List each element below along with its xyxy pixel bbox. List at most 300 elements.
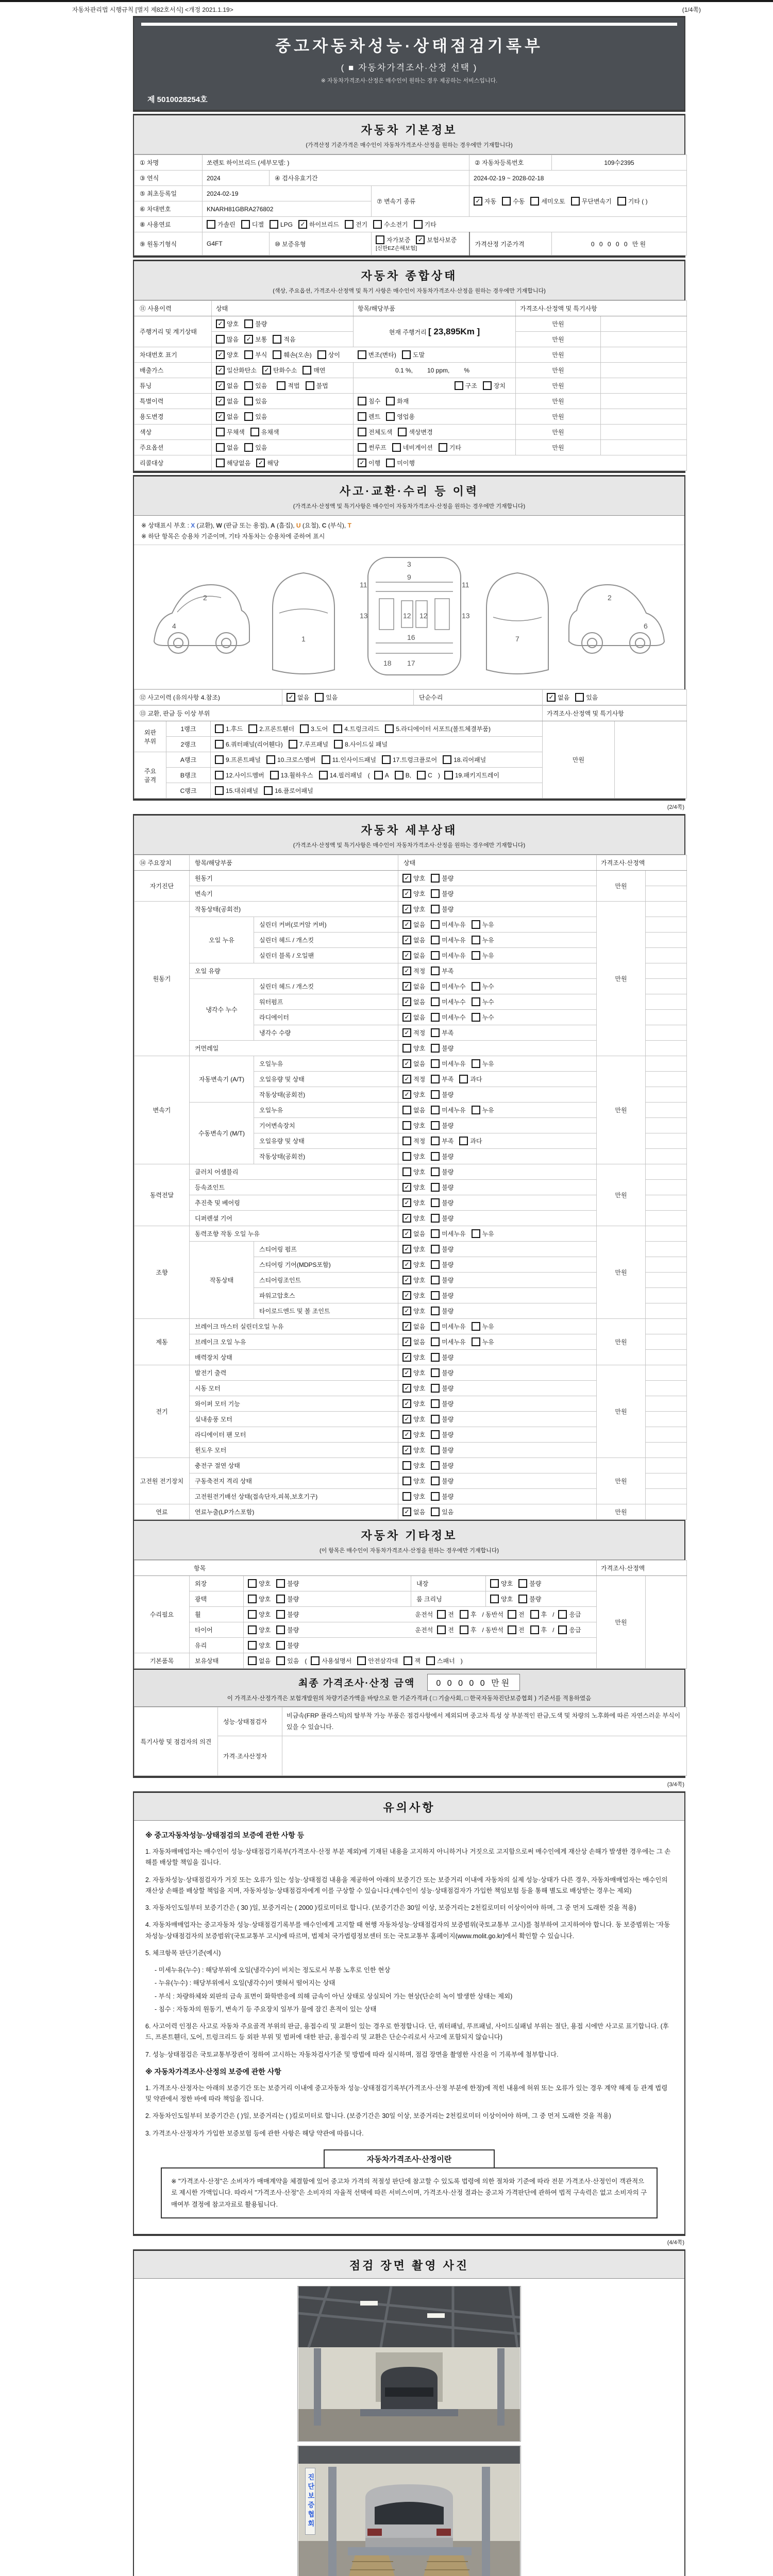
checkbox-icon (322, 755, 330, 764)
checkbox-icon (402, 1353, 411, 1362)
checkbox-icon (490, 1579, 499, 1588)
checkbox-label: 없음 (413, 1509, 426, 1516)
checkbox-불량[interactable] (431, 1183, 453, 1192)
checkbox-label: 양호 (413, 1369, 426, 1377)
checkbox-누유[interactable] (472, 1059, 494, 1068)
checkbox-label: 양호 (413, 1493, 426, 1500)
checkbox-누유[interactable] (472, 1322, 494, 1331)
checkbox-양호[interactable] (402, 1307, 425, 1315)
checkbox-2.프론트휀더[interactable] (248, 724, 294, 733)
checkbox-없음[interactable] (402, 920, 425, 929)
checkbox-불량[interactable] (431, 1214, 453, 1223)
checkbox-안전삼각대[interactable] (357, 1656, 398, 1665)
checkbox-누수[interactable] (472, 982, 494, 991)
item-label: 배력장치 상태 (195, 1354, 232, 1361)
checkbox-유채색[interactable] (250, 428, 279, 436)
checkbox-미세누유[interactable] (431, 1059, 465, 1068)
checkbox-19.패키지트레이[interactable] (444, 771, 499, 779)
remark-cell (646, 1242, 687, 1257)
checkbox-icon (402, 889, 411, 898)
field-label: ⑧ 사용연료 (140, 221, 171, 228)
checkbox-적법[interactable] (277, 381, 299, 390)
checkbox-탄화수소[interactable] (262, 366, 297, 375)
checkbox-적정[interactable] (402, 1137, 425, 1145)
checkbox-9.프론트패널[interactable] (215, 755, 261, 764)
checkbox-icon (216, 350, 225, 359)
checkbox-icon (376, 235, 384, 244)
svg-text:9: 9 (407, 573, 411, 581)
checkbox-후[interactable] (530, 1610, 547, 1619)
checkbox-구조[interactable] (455, 381, 477, 390)
checkbox-icon (248, 1610, 257, 1619)
checkbox-있음[interactable] (431, 1507, 453, 1516)
checkbox-잭[interactable] (404, 1656, 421, 1665)
checkbox-적정[interactable] (402, 967, 425, 975)
checkbox-없음[interactable] (287, 693, 309, 702)
checkbox-렌트[interactable] (358, 412, 380, 421)
item-label: 클러치 어셈블리 (195, 1168, 239, 1176)
basic-info-header (134, 115, 684, 155)
checkbox-있음[interactable] (276, 1656, 299, 1665)
checkbox-icon (402, 1198, 411, 1207)
notice-item: 1. 가격조사·산정자는 아래의 보증기간 또는 보증거리 이내에 중고자동차 성능·상태점검기록부(가격조사·산정 부분에 한정)에 적힌 내용에 허위 또는 오류가 있는 경우 계약 해제 등 관계 법령 및 약관에서 정한 바에 따라 책임을 집니다. (145, 2084, 668, 2103)
checkbox-과다[interactable] (459, 1075, 482, 1083)
checkbox-미세누유[interactable] (431, 936, 465, 944)
checkbox-누수[interactable] (472, 1013, 494, 1022)
checkbox-icon (277, 381, 285, 390)
title-divider (141, 23, 677, 26)
checkbox-없음[interactable] (216, 397, 239, 405)
price-unit: 만원 (552, 398, 564, 405)
checkbox-icon (472, 1337, 480, 1346)
checkbox-없음[interactable] (248, 1656, 271, 1665)
checkbox-양호[interactable] (402, 1461, 425, 1470)
checkbox-14.필러패널[interactable] (319, 771, 362, 779)
checkbox-label: 안전삼각대 (368, 1657, 398, 1665)
checkbox-label: 미세누유 (442, 1060, 466, 1067)
checkbox-불량[interactable] (431, 874, 453, 883)
checkbox-전[interactable] (437, 1625, 454, 1634)
checkbox-icon (402, 1492, 411, 1501)
checkbox-없음[interactable] (402, 1337, 425, 1346)
checkbox-양호[interactable] (402, 1245, 425, 1253)
checkbox-양호[interactable] (216, 350, 239, 359)
checkbox-icon (431, 1075, 440, 1083)
checkbox-label: 없음 (413, 937, 426, 944)
group-label: 전기 (156, 1408, 168, 1415)
item-label: 원동기 (195, 875, 213, 882)
checkbox-label: 11.인사이드패널 (332, 756, 376, 764)
checkbox-자동[interactable] (474, 197, 496, 206)
checkbox-양호[interactable] (402, 1044, 425, 1053)
checkbox-불량[interactable] (431, 1121, 453, 1130)
checkbox-양호[interactable] (248, 1641, 271, 1650)
checkbox-무채색[interactable] (216, 428, 245, 436)
checkbox-양호[interactable] (402, 1214, 425, 1223)
checkbox-누유[interactable] (472, 1229, 494, 1238)
checkbox-미세누유[interactable] (431, 920, 465, 929)
checkbox-label: 미세누유 (442, 1107, 466, 1114)
checkbox-icon (402, 1229, 411, 1238)
checkbox-미세누수[interactable] (431, 982, 465, 991)
item-label: 작동상태(공회전) (195, 906, 241, 913)
checkbox-불량[interactable] (431, 1198, 453, 1207)
checkbox-불량[interactable] (431, 1477, 453, 1485)
checkbox-있음[interactable] (244, 397, 267, 405)
checkbox-불량[interactable] (431, 1245, 453, 1253)
checkbox-전[interactable] (508, 1625, 525, 1634)
checkbox-누유[interactable] (472, 1106, 494, 1114)
checkbox-양호[interactable] (248, 1625, 271, 1634)
checkbox-B,[interactable] (395, 771, 411, 779)
checkbox-양호[interactable] (248, 1579, 271, 1588)
section-title: 사고·교환·수리 등 이력 (339, 485, 479, 498)
checkbox-화재[interactable] (386, 397, 409, 405)
checkbox-양호[interactable] (402, 1183, 425, 1192)
checkbox-부족[interactable] (431, 1075, 453, 1083)
checkbox-양호[interactable] (402, 1353, 425, 1362)
checkbox-label: 13.휠하우스 (280, 772, 313, 779)
checkbox-불량[interactable] (431, 1353, 453, 1362)
checkbox-없음[interactable] (547, 693, 569, 702)
section-title: 자동차 세부상태 (361, 824, 458, 837)
checkbox-label: 훼손(오손) (283, 351, 312, 359)
checkbox-icon (276, 1641, 285, 1650)
checkbox-13.휠하우스[interactable] (270, 771, 313, 779)
checkbox-영업용[interactable] (386, 412, 415, 421)
remark-cell (646, 1319, 687, 1334)
final-price-label: 최종 가격조사·산정 금액 (298, 1678, 415, 1689)
checkbox-양호[interactable] (402, 1446, 425, 1454)
checkbox-icon (402, 1430, 411, 1439)
checkbox-icon (270, 220, 278, 229)
checkbox-있음[interactable] (244, 443, 267, 452)
checkbox-label: 있음 (326, 694, 338, 701)
checkbox-보통[interactable] (244, 335, 267, 344)
checkbox-label: 불량 (287, 1611, 299, 1618)
checkbox-불량[interactable] (431, 1461, 453, 1470)
checkbox-불량[interactable] (518, 1579, 541, 1588)
checkbox-11.인사이드패널[interactable] (322, 755, 376, 764)
checkbox-불량[interactable] (276, 1610, 299, 1619)
checkbox-label: 후 (470, 1611, 477, 1618)
accident-options (287, 693, 409, 702)
checkbox-label: 수동 (513, 198, 525, 205)
remark-cell (646, 1025, 687, 1041)
checkbox-불량[interactable] (431, 1492, 453, 1501)
checkbox-icon (215, 724, 224, 733)
checkbox-없음[interactable] (216, 443, 239, 452)
checkbox-양호[interactable] (402, 905, 425, 913)
checkbox-icon (402, 936, 411, 944)
checkbox-양호[interactable] (402, 1384, 425, 1393)
checkbox-양호[interactable] (402, 1430, 425, 1439)
checkbox-부족[interactable] (431, 1137, 453, 1145)
checkbox-없음[interactable] (402, 1059, 425, 1068)
checkbox-기타[interactable] (439, 443, 461, 452)
notice-header (134, 1793, 684, 1821)
checkbox-4.트렁크리드[interactable] (333, 724, 379, 733)
checkbox-양호[interactable] (402, 1399, 425, 1408)
checkbox-양호[interactable] (402, 1368, 425, 1377)
checkbox-네비게이션[interactable] (392, 443, 433, 452)
checkbox-매연[interactable] (303, 366, 325, 375)
checkbox-label: 많음 (227, 336, 239, 343)
checkbox-16.플로어패널[interactable] (264, 786, 313, 795)
checkbox-없음[interactable] (402, 936, 425, 944)
checkbox-LPG[interactable] (270, 220, 293, 229)
checkbox-기타[interactable] (414, 220, 436, 229)
checkbox-없음[interactable] (216, 412, 239, 421)
checkbox-불량[interactable] (276, 1579, 299, 1588)
checkbox-7.루프패널[interactable] (289, 740, 328, 749)
checkbox-미세누유[interactable] (431, 1337, 465, 1346)
checkbox-세미오토[interactable] (530, 197, 565, 206)
checkbox-누유[interactable] (472, 1337, 494, 1346)
rank-label: A랭크 (180, 756, 197, 764)
checkbox-17.트렁크플로어[interactable] (382, 755, 437, 764)
checkbox-불량[interactable] (276, 1641, 299, 1650)
checkbox-icon (334, 740, 343, 749)
checkbox-미세누유[interactable] (431, 951, 465, 960)
remark-cell (601, 378, 687, 394)
checkbox-적음[interactable] (273, 335, 295, 344)
checkbox-불량[interactable] (431, 1399, 453, 1408)
checkbox-없음[interactable] (402, 1322, 425, 1331)
checkbox-icon (530, 197, 539, 206)
photo2-graphic (298, 2446, 520, 2576)
checkbox-수동[interactable] (502, 197, 525, 206)
checkbox-부식[interactable] (244, 350, 267, 359)
checkbox-미세누유[interactable] (431, 1229, 465, 1238)
checkbox-과다[interactable] (459, 1137, 482, 1145)
checkbox-불량[interactable] (431, 1291, 453, 1300)
checkbox-불량[interactable] (431, 1368, 453, 1377)
item-label: 라디에이터 (259, 1014, 289, 1021)
checkbox-적정[interactable] (402, 1075, 425, 1083)
checkbox-불량[interactable] (431, 1044, 453, 1053)
checkbox-미세누수[interactable] (431, 997, 465, 1006)
checkbox-label: 과다 (470, 1076, 482, 1083)
checkbox-불량[interactable] (431, 1307, 453, 1315)
table-row (135, 455, 687, 471)
checkbox-A[interactable] (374, 771, 389, 779)
checkbox-후[interactable] (460, 1625, 477, 1634)
checkbox-양호[interactable] (402, 1198, 425, 1207)
checkbox-응급[interactable] (558, 1610, 581, 1619)
checkbox-양호[interactable] (248, 1595, 271, 1603)
checkbox-불량[interactable] (431, 1384, 453, 1393)
checkbox-없음[interactable] (402, 951, 425, 960)
checkbox-불량[interactable] (431, 1090, 453, 1099)
checkbox-불량[interactable] (431, 889, 453, 898)
checkbox-미세누수[interactable] (431, 1013, 465, 1022)
checkbox-변조(변타)[interactable] (358, 350, 396, 359)
checkbox-미세누유[interactable] (431, 1106, 465, 1114)
checkbox-응급[interactable] (558, 1625, 581, 1634)
checkbox-있음[interactable] (244, 381, 267, 390)
svg-text:2: 2 (608, 594, 612, 602)
checkbox-5.라디에이터 서포트(볼트체결부품)[interactable] (385, 724, 491, 733)
checkbox-양호[interactable] (402, 1477, 425, 1485)
checkbox-적정[interactable] (402, 1028, 425, 1037)
checkbox-누유[interactable] (472, 920, 494, 929)
checkbox-후[interactable] (530, 1625, 547, 1634)
checkbox-label: 불법 (316, 382, 328, 389)
checkbox-양호[interactable] (402, 1276, 425, 1284)
notice-item: 7. 성능·상태점검은 국토교통부장관이 정하여 고시하는 자동차검사기준 및 방법에 따라 실시하며, 점검 장면을 촬영한 사진을 이 기록부에 첨부합니다. (145, 2050, 559, 2058)
checkbox-icon (431, 1198, 440, 1207)
checkbox-3.도어[interactable] (300, 724, 328, 733)
page-marker-4: (4/4쪽) (667, 2240, 684, 2246)
field-value: 2024 (207, 174, 221, 182)
checkbox-도말[interactable] (402, 350, 425, 359)
checkbox-label: 양호 (413, 1447, 426, 1454)
checkbox-1.후드[interactable] (215, 724, 243, 733)
checkbox-해당[interactable] (256, 459, 279, 467)
checkbox-있음[interactable] (315, 693, 338, 702)
checkbox-불량[interactable] (244, 319, 267, 328)
checkbox-icon (402, 920, 411, 929)
checkbox-양호[interactable] (402, 1121, 425, 1130)
checkbox-전[interactable] (437, 1610, 454, 1619)
checkbox-이행[interactable] (358, 459, 380, 467)
checkbox-누수[interactable] (472, 997, 494, 1006)
checkbox-없음[interactable] (402, 1507, 425, 1516)
checkbox-전[interactable] (508, 1610, 525, 1619)
checkbox-하이브리드[interactable] (298, 220, 339, 229)
checkbox-불량[interactable] (431, 1276, 453, 1284)
price-unit: 만원 (552, 336, 564, 343)
checkbox-해당없음[interactable] (216, 459, 250, 467)
checkbox-양호[interactable] (402, 1167, 425, 1176)
checkbox-많음[interactable] (216, 335, 239, 344)
row-label: 차대번호 표기 (140, 351, 177, 359)
checkbox-후[interactable] (460, 1610, 477, 1619)
checkbox-label: 불량 (529, 1580, 542, 1587)
checkbox-label: 2.프론트휀더 (259, 725, 295, 733)
checkbox-icon (298, 220, 307, 229)
checkbox-가솔린[interactable] (207, 220, 236, 229)
checkbox-양호[interactable] (402, 1152, 425, 1161)
checkbox-icon (317, 350, 326, 359)
checkbox-디젤[interactable] (241, 220, 264, 229)
checkbox-불법[interactable] (306, 381, 328, 390)
checkbox-C[interactable] (417, 771, 432, 779)
checkbox-6.쿼터패널(리어휀다)[interactable] (215, 740, 283, 749)
checkbox-불량[interactable] (431, 1415, 453, 1423)
checkbox-미이행[interactable] (386, 459, 415, 467)
checkbox-양호[interactable] (402, 1492, 425, 1501)
checkbox-양호[interactable] (402, 874, 425, 883)
checkbox-불량[interactable] (431, 1167, 453, 1176)
checkbox-일산화탄소[interactable] (216, 366, 257, 375)
checkbox-불량[interactable] (431, 1430, 453, 1439)
checkbox-전기[interactable] (345, 220, 367, 229)
checkbox-보험사보증[interactable] (416, 235, 457, 244)
checkbox-침수[interactable] (358, 397, 380, 405)
checkbox-색상변경[interactable] (398, 428, 432, 436)
checkbox-불량[interactable] (431, 905, 453, 913)
checkbox-icon (216, 459, 225, 467)
checkbox-양호[interactable] (216, 319, 239, 328)
checkbox-18.리어패널[interactable] (443, 755, 486, 764)
checkbox-상이[interactable] (317, 350, 340, 359)
legend-text: (교환), (195, 522, 216, 529)
checkbox-label: 양호 (413, 1153, 426, 1160)
checkbox-장치[interactable] (483, 381, 506, 390)
checkbox-있음[interactable] (575, 693, 598, 702)
checkbox-없음[interactable] (402, 1106, 425, 1114)
checkbox-양호[interactable] (402, 1260, 425, 1269)
checkbox-없음[interactable] (402, 1013, 425, 1022)
checkbox-양호[interactable] (402, 889, 425, 898)
checkbox-양호[interactable] (490, 1579, 513, 1588)
checkbox-부족[interactable] (431, 1028, 453, 1037)
checkbox-자가보증[interactable] (376, 235, 410, 244)
checkbox-양호[interactable] (248, 1610, 271, 1619)
checkbox-없음[interactable] (216, 381, 239, 390)
checkbox-불량[interactable] (431, 1152, 453, 1161)
price-unit: 만원 (615, 1338, 627, 1346)
checkbox-label: 15.대쉬패널 (226, 787, 259, 794)
checkbox-없음[interactable] (402, 997, 425, 1006)
checkbox-없음[interactable] (402, 1229, 425, 1238)
checkbox-불량[interactable] (276, 1625, 299, 1634)
checkbox-label: 적음 (283, 336, 296, 343)
checkbox-icon (216, 428, 225, 436)
checkbox-부족[interactable] (431, 967, 453, 975)
checkbox-미세누유[interactable] (431, 1322, 465, 1331)
checkbox-있음[interactable] (244, 412, 267, 421)
checkbox-사용설명서[interactable] (311, 1656, 351, 1665)
checkbox-누유[interactable] (472, 951, 494, 960)
checkbox-양호[interactable] (402, 1415, 425, 1423)
checkbox-누유[interactable] (472, 936, 494, 944)
checkbox-없음[interactable] (402, 982, 425, 991)
checkbox-스패너[interactable] (426, 1656, 455, 1665)
group-label: 특기사항 및 점검자의 의견 (140, 1738, 212, 1745)
checkbox-수소전기[interactable] (373, 220, 408, 229)
checkbox-불량[interactable] (431, 1446, 453, 1454)
checkbox-불량[interactable] (431, 1260, 453, 1269)
checkbox-양호[interactable] (490, 1595, 513, 1603)
checkbox-썬루프[interactable] (358, 443, 386, 452)
checkbox-전체도색[interactable] (358, 428, 392, 436)
checkbox-불량[interactable] (276, 1595, 299, 1603)
checkbox-12.사이드멤버[interactable] (215, 771, 264, 779)
checkbox-양호[interactable] (402, 1090, 425, 1099)
price-survey-note: ※ 자동차가격조사·산정은 매수인이 원하는 경우 제공하는 서비스입니다. (321, 78, 498, 84)
checkbox-훼손(오손)[interactable] (273, 350, 311, 359)
checkbox-icon (216, 366, 225, 375)
checkbox-양호[interactable] (402, 1291, 425, 1300)
option-text: ( (367, 771, 370, 779)
mileage-value: [ 23,895Km ] (428, 326, 480, 336)
checkbox-불량[interactable] (518, 1595, 541, 1603)
checkbox-label: 도말 (412, 351, 425, 359)
checkbox-10.크로스멤버[interactable] (266, 755, 316, 764)
item-label: 디퍼렌셜 기어 (195, 1215, 232, 1222)
checkbox-기타 ( )[interactable] (617, 197, 648, 206)
checkbox-icon (431, 1291, 440, 1300)
option-text: ( (305, 1657, 307, 1665)
remark-cell (646, 1273, 687, 1288)
checkbox-8.사이드실 패널[interactable] (334, 740, 388, 749)
checkbox-15.대쉬패널[interactable] (215, 786, 258, 795)
checkbox-무단변속기[interactable] (571, 197, 612, 206)
rankB-panels (215, 771, 538, 779)
